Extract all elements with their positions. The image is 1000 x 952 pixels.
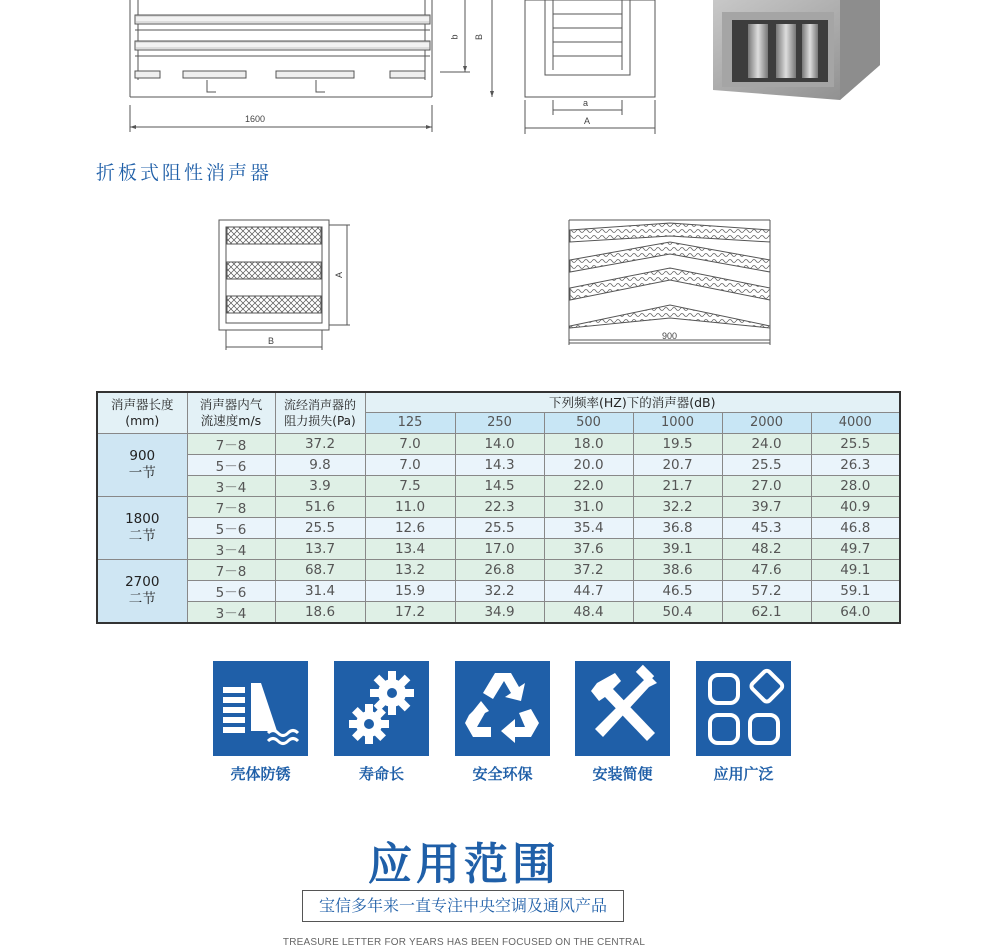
attenuation-cell: 13.2	[365, 559, 455, 580]
attenuation-cell: 40.9	[811, 496, 900, 517]
attenuation-table	[96, 391, 901, 624]
attenuation-cell: 21.7	[633, 475, 722, 496]
table-row	[97, 559, 900, 580]
tools-icon	[575, 661, 670, 756]
resistance-cell: 3.9	[275, 475, 365, 496]
table-row	[97, 454, 900, 475]
application-title: 应用范围	[368, 839, 560, 890]
velocity-cell: 7－8	[187, 559, 275, 580]
feature-install	[575, 661, 670, 784]
attenuation-cell: 27.0	[722, 475, 811, 496]
dim-B-label: B	[474, 33, 485, 41]
attenuation-cell: 57.2	[722, 580, 811, 601]
attenuation-cell: 17.0	[455, 538, 544, 559]
attenuation-cell: 39.1	[633, 538, 722, 559]
resistance-cell: 51.6	[275, 496, 365, 517]
attenuation-cell: 11.0	[365, 496, 455, 517]
table-row	[97, 601, 900, 623]
attenuation-cell: 47.6	[722, 559, 811, 580]
resistance-cell: 9.8	[275, 454, 365, 475]
attenuation-cell: 15.9	[365, 580, 455, 601]
attenuation-cell: 31.0	[544, 496, 633, 517]
header-length: 消声器长度 (mm)	[97, 392, 187, 433]
attenuation-cell: 39.7	[722, 496, 811, 517]
rust-proof-icon	[213, 661, 308, 756]
table-row	[97, 475, 900, 496]
attenuation-cell: 7.0	[365, 454, 455, 475]
attenuation-cell: 37.2	[544, 559, 633, 580]
feature-label: 寿命长	[358, 765, 404, 783]
silencer-photo	[713, 0, 880, 100]
attenuation-cell: 25.5	[811, 433, 900, 454]
resistance-cell: 13.7	[275, 538, 365, 559]
attenuation-cell: 36.8	[633, 517, 722, 538]
dim-900-label: 900	[662, 331, 678, 341]
attenuation-cell: 44.7	[544, 580, 633, 601]
attenuation-cell: 7.0	[365, 433, 455, 454]
application-subtitle: 宝信多年来一直专注中央空调及通风产品	[302, 890, 624, 922]
dim-a-label: a	[583, 98, 589, 108]
velocity-cell: 7－8	[187, 496, 275, 517]
freq-header: 500	[544, 412, 633, 433]
application-english: TREASURE LETTER FOR YEARS HAS BEEN FOCUSED ON THE CENTRAL	[282, 937, 646, 948]
attenuation-cell: 32.2	[455, 580, 544, 601]
section-title: 折板式阻性消声器	[96, 162, 273, 184]
attenuation-cell: 46.5	[633, 580, 722, 601]
velocity-cell: 3－4	[187, 601, 275, 623]
attenuation-cell: 18.0	[544, 433, 633, 454]
attenuation-cell: 50.4	[633, 601, 722, 623]
table-row	[97, 580, 900, 601]
feature-long-life	[334, 661, 429, 784]
attenuation-cell: 7.5	[365, 475, 455, 496]
attenuation-cell: 48.4	[544, 601, 633, 623]
attenuation-cell: 20.0	[544, 454, 633, 475]
top-technical-drawings	[0, 0, 1000, 140]
attenuation-cell: 14.0	[455, 433, 544, 454]
attenuation-cell: 28.0	[811, 475, 900, 496]
attenuation-cell: 38.6	[633, 559, 722, 580]
feature-rust-proof	[213, 661, 308, 784]
dim-1600-label: 1600	[245, 114, 266, 124]
attenuation-cell: 59.1	[811, 580, 900, 601]
folded-plate-drawings	[0, 210, 1000, 360]
header-velocity: 消声器内气 流速度m/s	[187, 392, 275, 433]
velocity-cell: 5－6	[187, 454, 275, 475]
attenuation-cell: 49.7	[811, 538, 900, 559]
freq-header: 250	[455, 412, 544, 433]
attenuation-cell: 48.2	[722, 538, 811, 559]
attenuation-cell: 62.1	[722, 601, 811, 623]
attenuation-cell: 25.5	[455, 517, 544, 538]
resistance-cell: 37.2	[275, 433, 365, 454]
freq-header: 2000	[722, 412, 811, 433]
recycle-icon	[455, 661, 550, 756]
header-attenuation: 下列频率(HZ)下的消声器(dB)	[365, 392, 900, 412]
resistance-cell: 25.5	[275, 517, 365, 538]
attenuation-cell: 64.0	[811, 601, 900, 623]
attenuation-cell: 14.5	[455, 475, 544, 496]
dim-b-label: b	[449, 34, 460, 40]
header-resistance: 流经消声器的 阻力损失(Pa)	[275, 392, 365, 433]
attenuation-cell: 22.0	[544, 475, 633, 496]
attenuation-cell: 22.3	[455, 496, 544, 517]
feature-label: 应用广泛	[713, 765, 774, 783]
length-group-cell: 900 一节	[97, 433, 187, 496]
attenuation-cell: 24.0	[722, 433, 811, 454]
resistance-cell: 68.7	[275, 559, 365, 580]
feature-wide-use	[696, 661, 791, 784]
feature-label: 壳体防锈	[230, 765, 291, 783]
table-row	[97, 538, 900, 559]
dim-A-label: A	[584, 116, 591, 126]
attenuation-cell: 25.5	[722, 454, 811, 475]
dim-A-mid-label: A	[334, 271, 345, 279]
velocity-cell: 7－8	[187, 433, 275, 454]
velocity-cell: 5－6	[187, 580, 275, 601]
attenuation-cell: 26.3	[811, 454, 900, 475]
velocity-cell: 3－4	[187, 475, 275, 496]
length-group-cell: 2700 二节	[97, 559, 187, 623]
feature-label: 安装简便	[592, 765, 653, 783]
length-group-cell: 1800 二节	[97, 496, 187, 559]
velocity-cell: 5－6	[187, 517, 275, 538]
attenuation-cell: 17.2	[365, 601, 455, 623]
table-row	[97, 433, 900, 454]
attenuation-cell: 12.6	[365, 517, 455, 538]
attenuation-cell: 26.8	[455, 559, 544, 580]
attenuation-cell: 14.3	[455, 454, 544, 475]
attenuation-cell: 19.5	[633, 433, 722, 454]
attenuation-cell: 20.7	[633, 454, 722, 475]
attenuation-cell: 46.8	[811, 517, 900, 538]
attenuation-cell: 45.3	[722, 517, 811, 538]
feature-label: 安全环保	[472, 765, 533, 783]
table-row	[97, 496, 900, 517]
resistance-cell: 31.4	[275, 580, 365, 601]
attenuation-cell: 34.9	[455, 601, 544, 623]
resistance-cell: 18.6	[275, 601, 365, 623]
attenuation-cell: 13.4	[365, 538, 455, 559]
freq-header: 1000	[633, 412, 722, 433]
attenuation-cell: 37.6	[544, 538, 633, 559]
table-row	[97, 517, 900, 538]
gears-icon	[334, 661, 429, 756]
shapes-icon	[696, 661, 791, 756]
freq-header: 125	[365, 412, 455, 433]
attenuation-cell: 49.1	[811, 559, 900, 580]
feature-eco	[455, 661, 550, 784]
velocity-cell: 3－4	[187, 538, 275, 559]
dim-B-mid-label: B	[268, 336, 275, 346]
attenuation-cell: 35.4	[544, 517, 633, 538]
freq-header: 4000	[811, 412, 900, 433]
attenuation-cell: 32.2	[633, 496, 722, 517]
